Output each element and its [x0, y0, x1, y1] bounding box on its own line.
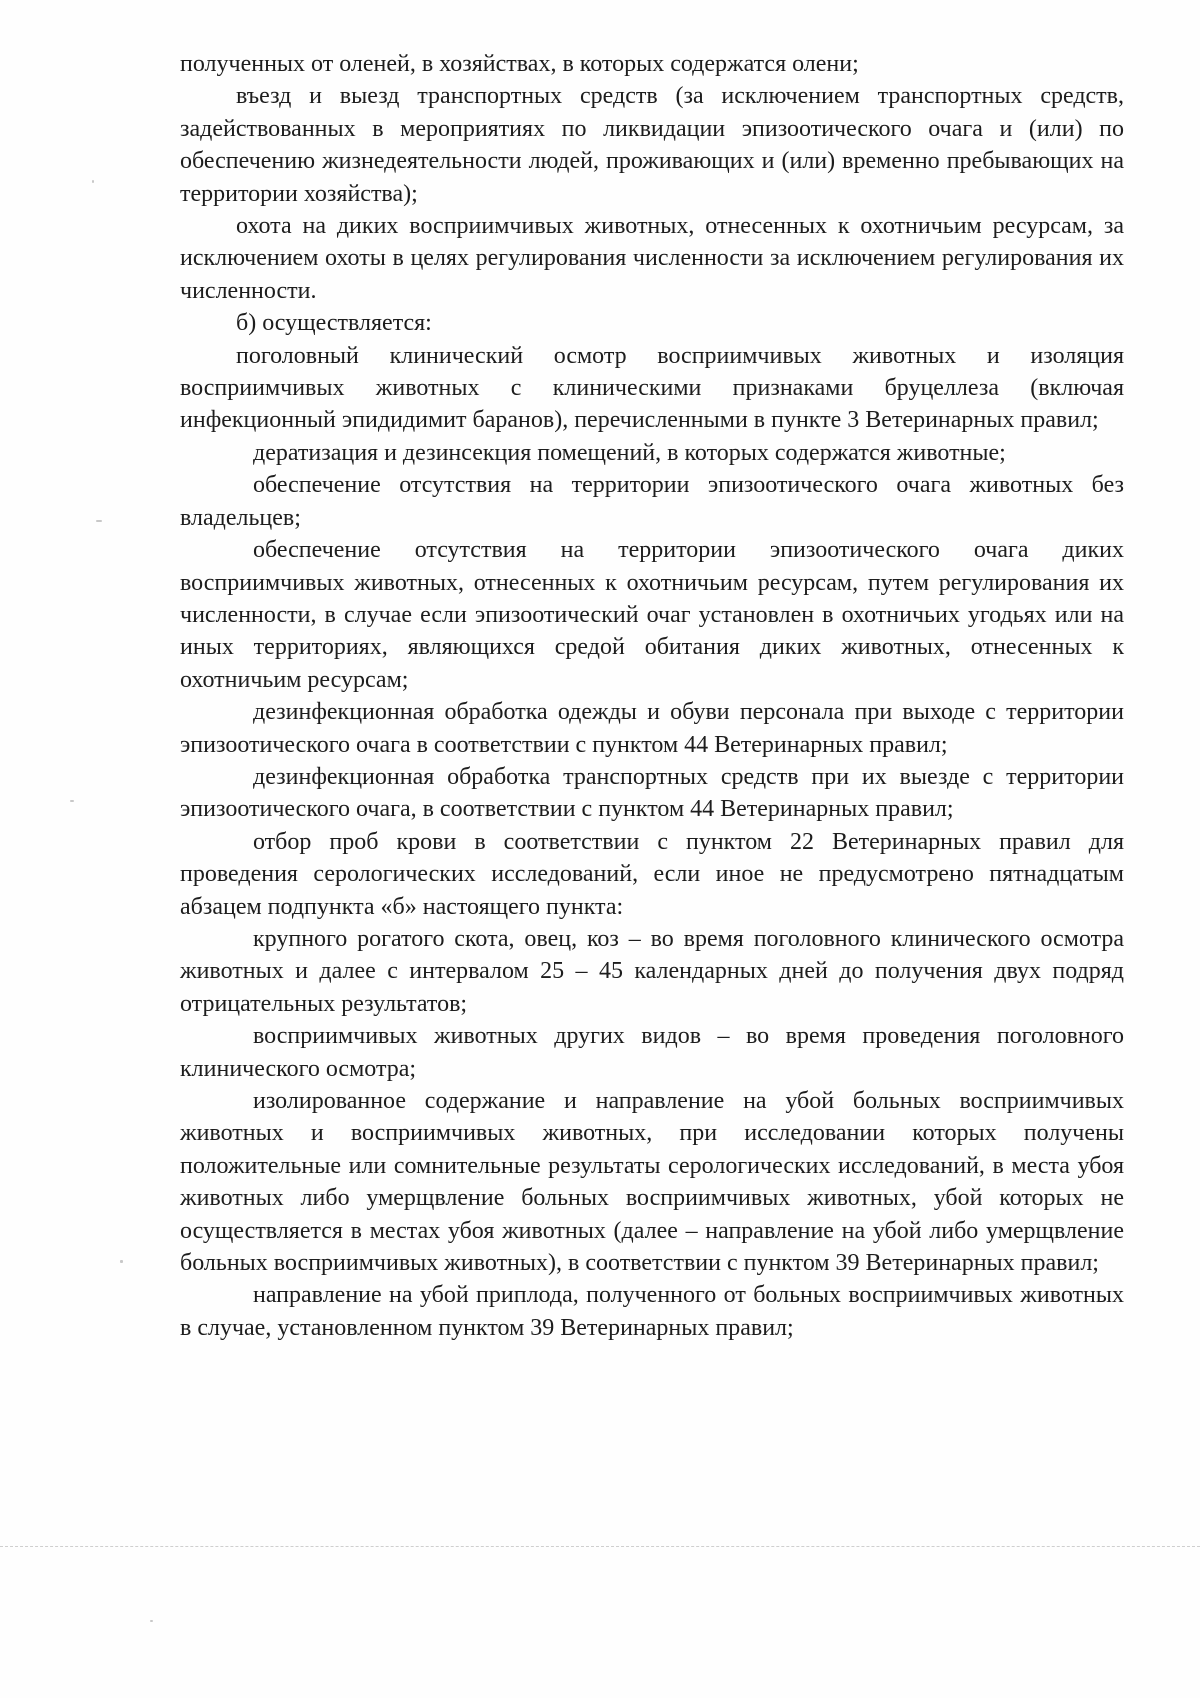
paragraph: направление на убой приплода, полученного от больных восприимчивых животных в случае, установленном пунктом 39 Ветеринарных правил; — [180, 1282, 1124, 1341]
paragraph: охота на диких восприимчивых животных, отнесенных к охотничьим ресурсам, за исключением охоты в целях регулирования численности за исключением регулирования их численности. — [180, 213, 1124, 304]
paragraph: въезд и выезд транспортных средств (за исключением транспортных средств, задействованных в мероприятиях по ликвидации эпизоотического очага и (или) по обеспечению жизнедеятельности людей, проживающих и (или) временно пребывающих на территории хозяйства); — [180, 83, 1124, 207]
paragraph: отбор проб крови в соответствии с пунктом 22 Ветеринарных правил для проведения серологических исследований, если иное не предусмотрено пятнадцатым абзацем подпункта «б» настоящего пункта: — [180, 828, 1124, 920]
paragraph: обеспечение отсутствия на территории эпизоотического очага животных без владельцев; — [180, 472, 1124, 531]
paragraph: поголовный клинический осмотр восприимчивых животных и изоляция восприимчивых животных с клиническими признаками бруцеллеза (включая инфекционный эпидидимит баранов), перечисленными в пункте 3 Ветеринарных правил; — [180, 342, 1124, 434]
scan-line-artifact — [0, 1546, 1200, 1547]
paragraph: дезинфекционная обработка транспортных средств при их выезде с территории эпизоотического очага, в соответствии с пунктом 44 Ветеринарных правил; — [180, 763, 1124, 823]
document-text — [180, 48, 1124, 1344]
paragraph: изолированное содержание и направление на убой больных восприимчивых животных и восприимчивых животных, при исследовании которых получены положительные или сомнительные результаты серологических исследований, в места убоя животных либо умерщвление больных восприимчивых животных, убой которых не осуществляется в местах убоя животных (далее – направление на убой либо умерщвление больных восприимчивых животных), в соответствии с пунктом 39 Ветеринарных правил; — [180, 1088, 1124, 1277]
paragraph: полученных от оленей, в хозяйствах, в которых содержатся олени; — [180, 51, 859, 77]
section-heading: б) осуществляется: — [236, 310, 432, 337]
paragraph: дезинфекционная обработка одежды и обуви персонала при выходе с территории эпизоотического очага в соответствии с пунктом 44 Ветеринарных правил; — [180, 699, 1124, 758]
paragraph: крупного рогатого скота, овец, коз – во время поголовного клинического осмотра животных и далее с интервалом 25 – 45 календарных дней до получения двух подряд отрицательных результатов; — [180, 925, 1124, 1017]
scan-speck — [150, 1620, 153, 1622]
scan-speck — [70, 800, 74, 802]
paragraph: восприимчивых животных других видов – во время проведения поголовного клинического осмотра; — [180, 1023, 1124, 1082]
scan-speck — [92, 180, 94, 183]
scan-speck — [96, 520, 102, 522]
paragraph: дератизация и дезинсекция помещений, в которых содержатся животные; — [253, 439, 1006, 466]
scan-speck — [120, 1260, 123, 1263]
paragraph: обеспечение отсутствия на территории эпизоотического очага диких восприимчивых животных, отнесенных к охотничьим ресурсам, путем регулирования их численности, в случае если эпизоотический очаг установлен в охотничьих угодьях или на иных территориях, являющихся средой обитания диких животных, отнесенных к охотничьим ресурсам; — [180, 537, 1124, 693]
